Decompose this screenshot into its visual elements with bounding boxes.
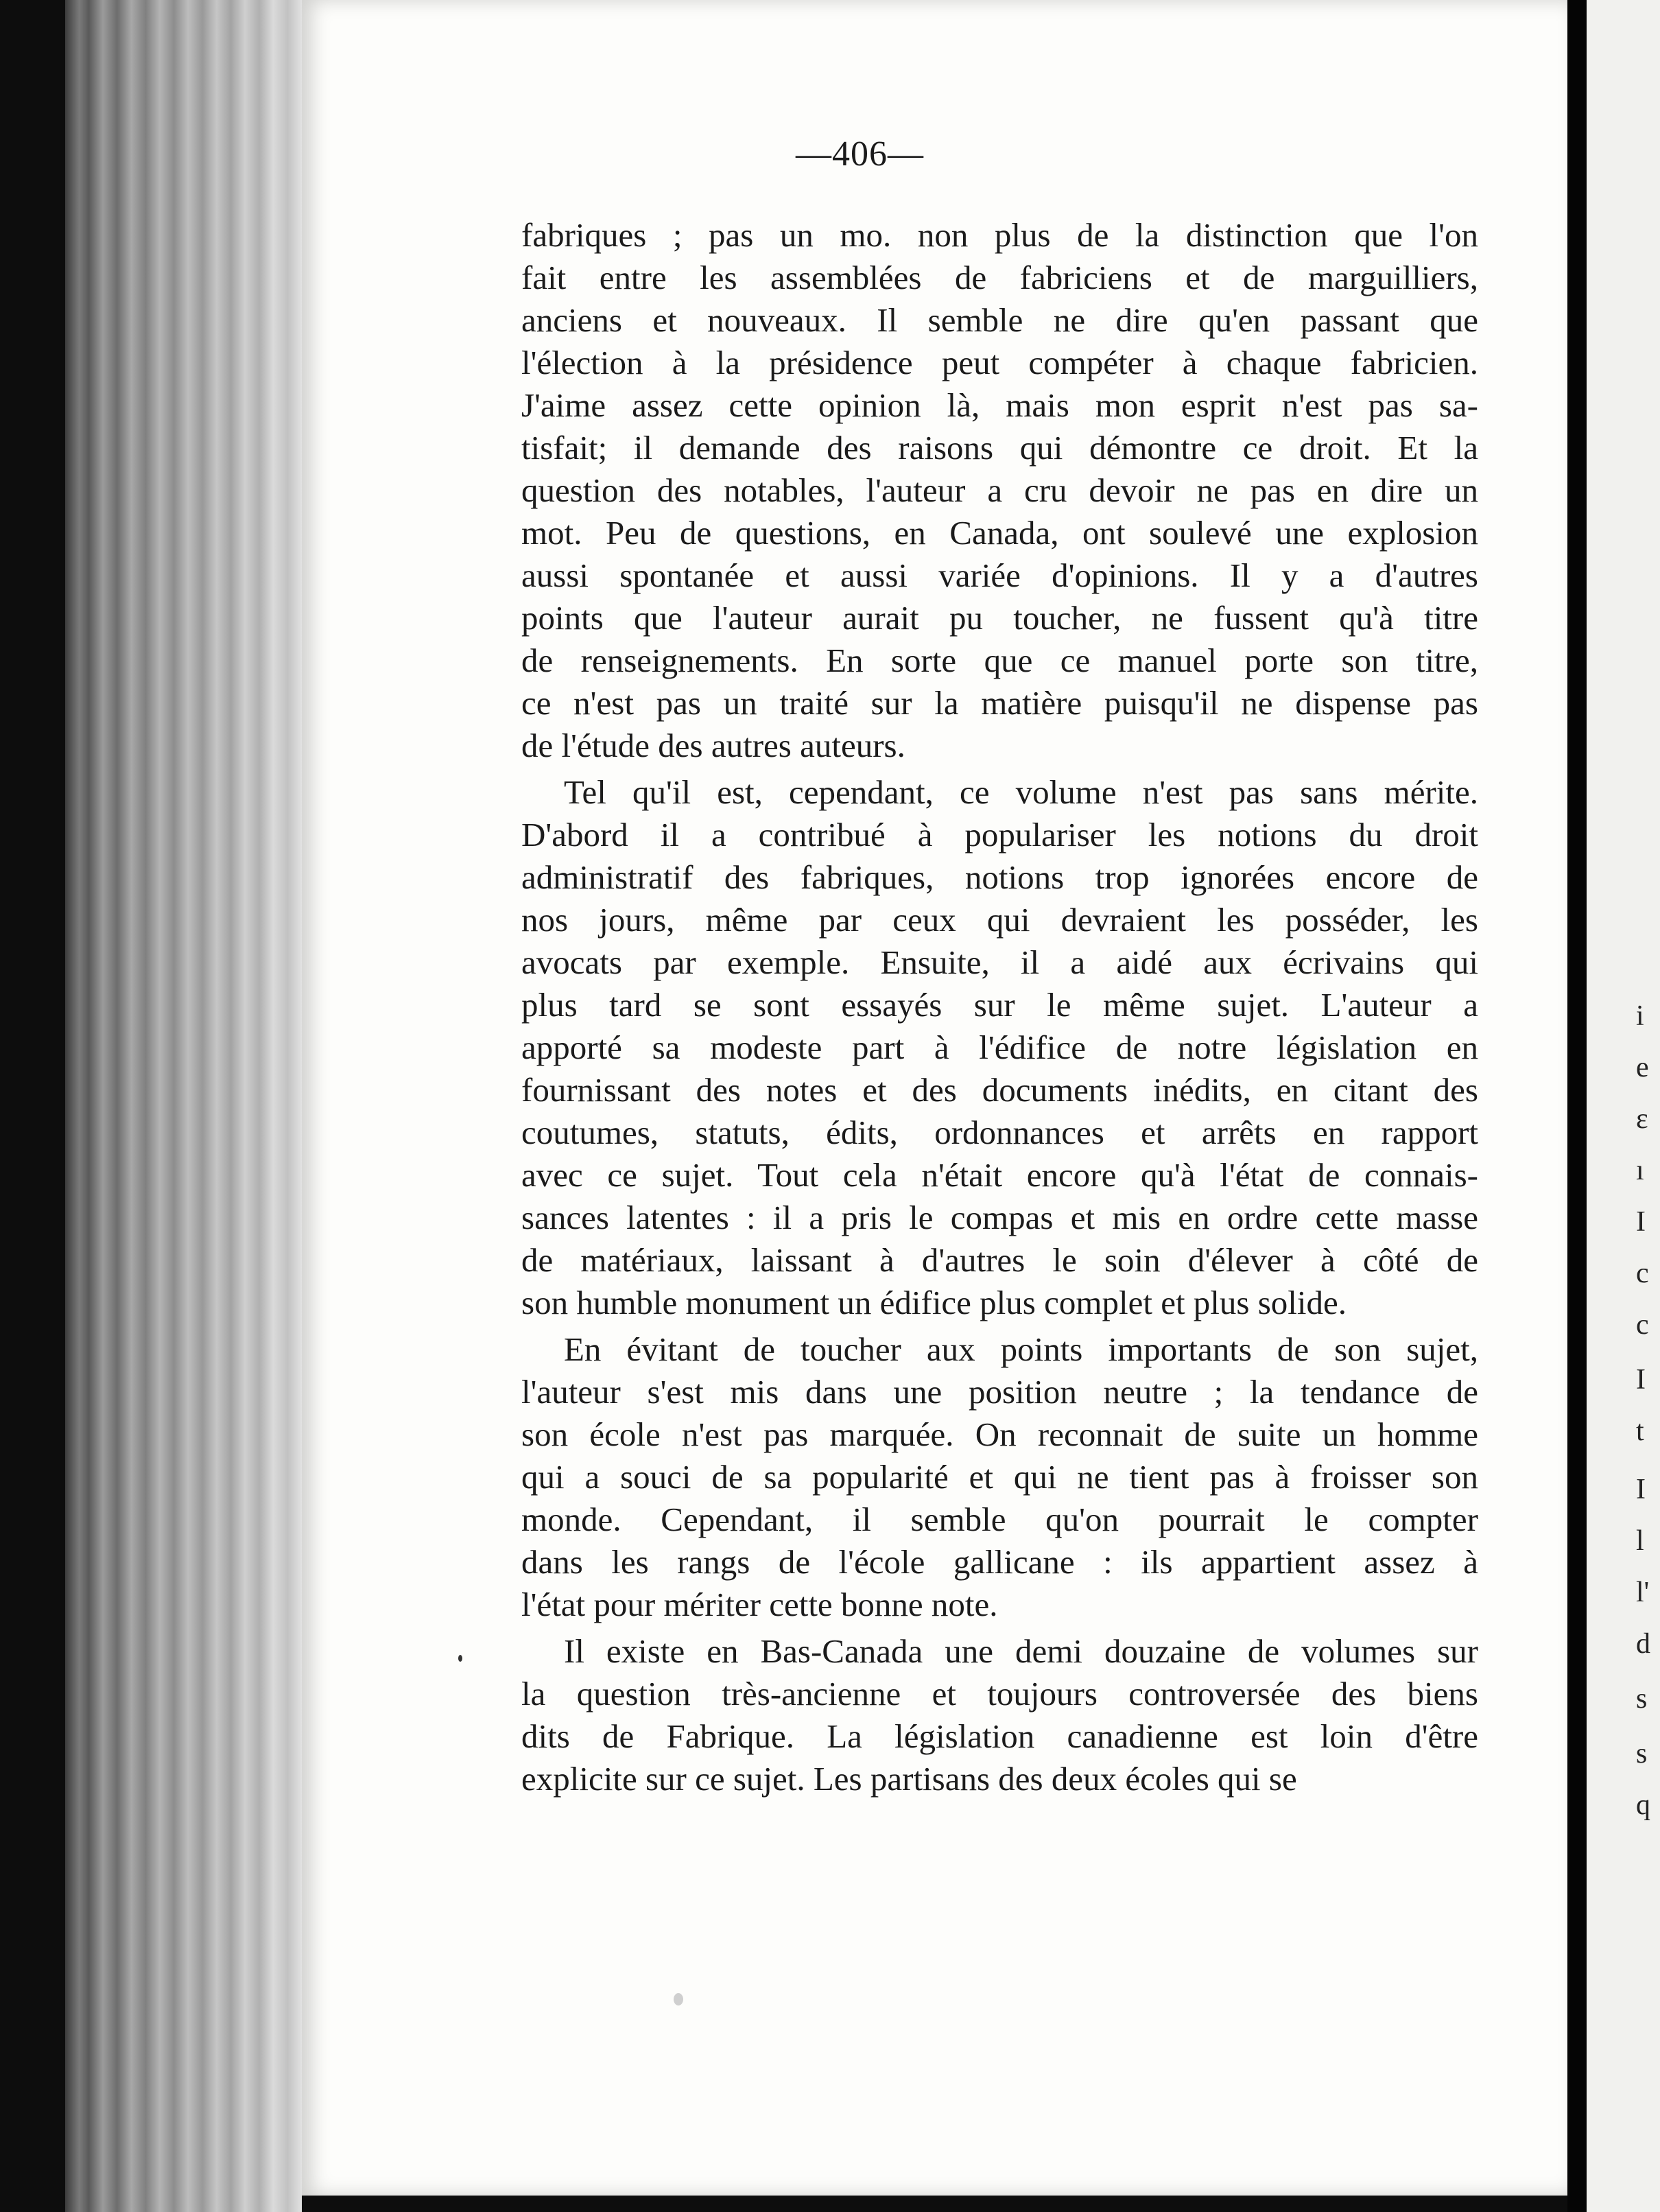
text-line: l'élection à la présidence peut compéter à chaque fabricien.	[521, 344, 1478, 381]
text-line: aussi spontanée et aussi variée d'opinions. Il y a d'autres	[521, 556, 1478, 594]
text-line: l'auteur s'est mis dans une position neutre ; la tendance de	[521, 1373, 1478, 1411]
book-page-edges	[65, 0, 302, 2212]
text-line: plus tard se sont essayés sur le même sujet. L'auteur a	[521, 986, 1478, 1024]
text-line: Il existe en Bas-Canada une demi douzaine de volumes sur	[564, 1632, 1478, 1670]
facing-page-fragment: I	[1636, 1474, 1646, 1505]
text-line: question des notables, l'auteur a cru devoir ne pas en dire un	[521, 471, 1478, 509]
text-line: avec ce sujet. Tout cela n'était encore qu'à l'état de connais-	[521, 1156, 1478, 1194]
facing-page-fragment: I	[1636, 1364, 1646, 1396]
facing-page-fragment: d	[1636, 1628, 1650, 1660]
text-line: son école n'est pas marquée. On reconnait de suite un homme	[521, 1415, 1478, 1453]
text-line: ce n'est pas un traité sur la matière puisqu'il ne dispense pas	[521, 684, 1478, 722]
text-line: de matériaux, laissant à d'autres le soin d'élever à côté de	[521, 1241, 1478, 1279]
text-line: coutumes, statuts, édits, ordonnances et arrêts en rapport	[521, 1114, 1478, 1151]
text-line: de l'étude des autres auteurs.	[521, 727, 905, 764]
text-line: fait entre les assemblées de fabriciens et de marguilliers,	[521, 259, 1478, 296]
text-line: points que l'auteur aurait pu toucher, ne fussent qu'à titre	[521, 599, 1478, 637]
text-line: anciens et nouveaux. Il semble ne dire qu'en passant que	[521, 301, 1478, 339]
facing-page-fragment: q	[1636, 1789, 1650, 1821]
text-line: qui a souci de sa popularité et qui ne tient pas à froisser son	[521, 1458, 1478, 1496]
facing-page-edge	[1587, 0, 1660, 2212]
facing-page-fragment: e	[1636, 1052, 1649, 1083]
paper-speck	[674, 1993, 683, 2005]
page-gutter-shadow	[1567, 0, 1587, 2212]
text-line: mot. Peu de questions, en Canada, ont soulevé une explosion	[521, 514, 1478, 552]
text-line: D'abord il a contribué à populariser les notions du droit	[521, 816, 1478, 854]
facing-page-fragment: s	[1636, 1683, 1648, 1715]
facing-page-fragment: ı	[1636, 1155, 1644, 1186]
text-line: apporté sa modeste part à l'édifice de notre législation en	[521, 1028, 1478, 1066]
paragraph	[521, 1630, 1478, 1800]
text-line: fabriques ; pas un mo. non plus de la distinction que l'on	[521, 216, 1478, 254]
text-line: Tel qu'il est, cependant, ce volume n'est pas sans mérite.	[564, 773, 1478, 811]
facing-page-fragment: t	[1636, 1415, 1644, 1447]
text-line: tisfait; il demande des raisons qui démontre ce droit. Et la	[521, 429, 1478, 467]
facing-page-fragment: s	[1636, 1738, 1648, 1769]
text-line: la question très-ancienne et toujours controversée des biens	[521, 1675, 1478, 1713]
paper-speck	[458, 1655, 462, 1662]
text-line: administratif des fabriques, notions trop ignorées encore de	[521, 858, 1478, 896]
text-line: avocats par exemple. Ensuite, il a aidé aux écrivains qui	[521, 943, 1478, 981]
text-line: sances latentes : il a pris le compas et mis en ordre cette masse	[521, 1199, 1478, 1236]
text-line: En évitant de toucher aux points importants de son sujet,	[564, 1330, 1478, 1368]
text-line: monde. Cependant, il semble qu'on pourrait le compter	[521, 1501, 1478, 1538]
text-line: son humble monument un édifice plus complet et plus solide.	[521, 1284, 1347, 1321]
facing-page-fragment: c	[1636, 1309, 1649, 1341]
facing-page-fragment: i	[1636, 1000, 1644, 1032]
text-line: dits de Fabrique. La législation canadienne est loin d'être	[521, 1717, 1478, 1755]
facing-page-fragment: I	[1636, 1206, 1646, 1238]
text-line: explicite sur ce sujet. Les partisans des deux écoles qui se	[521, 1760, 1297, 1798]
paragraph	[521, 1328, 1478, 1626]
facing-page-fragment: l'	[1636, 1577, 1650, 1608]
paragraph	[521, 214, 1478, 767]
facing-page-fragment: c	[1636, 1258, 1649, 1289]
paragraph	[521, 771, 1478, 1324]
text-line: fournissant des notes et des documents inédits, en citant des	[521, 1071, 1478, 1109]
facing-page-fragment: ε	[1636, 1103, 1648, 1135]
page-number: —406—	[796, 134, 924, 174]
text-line: l'état pour mériter cette bonne note.	[521, 1586, 998, 1623]
text-line: de renseignements. En sorte que ce manuel porte son titre,	[521, 642, 1478, 679]
page-body-text	[521, 214, 1478, 1800]
text-line: dans les rangs de l'école gallicane : ils appartient assez à	[521, 1543, 1478, 1581]
text-line: J'aime assez cette opinion là, mais mon esprit n'est pas sa-	[521, 386, 1478, 424]
facing-page-fragment: l	[1636, 1525, 1644, 1557]
text-line: nos jours, même par ceux qui devraient les posséder, les	[521, 901, 1478, 939]
